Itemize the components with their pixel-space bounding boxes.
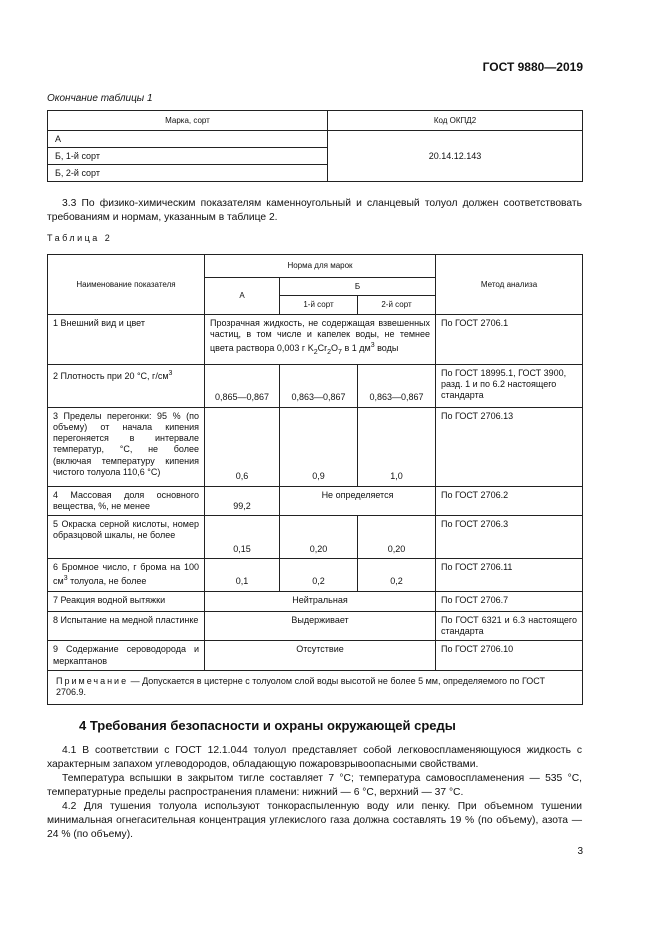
table2-row5-name: 5 Окраска серной кислоты, номер образцовой шкалы, не более xyxy=(48,516,205,559)
table2-row8-value: Выдерживает xyxy=(205,611,436,641)
table1-code-cell: 20.14.12.143 xyxy=(328,131,583,182)
paragraph-temperatures: Температура вспышки в закрытом тигле составляет 7 °С; температура самовоспламенения — 535 °С, температурные пределы распространения пламени: нижний — 6 °С, верхний — 37 °С. xyxy=(47,773,582,798)
table2-row3-b1: 0,9 xyxy=(280,407,358,486)
table2-row2-a: 0,865—0,867 xyxy=(205,364,280,407)
table2-row5-a: 0,15 xyxy=(205,516,280,559)
table2-row1-method: По ГОСТ 2706.1 xyxy=(436,314,583,364)
table2-row7-method: По ГОСТ 2706.7 xyxy=(436,591,583,611)
table2-row7-value: Нейтральная xyxy=(205,591,436,611)
table2-row8-name: 8 Испытание на медной пластинке xyxy=(48,611,205,641)
section-4-body xyxy=(47,744,582,842)
table2 xyxy=(47,254,583,705)
table1-row: А xyxy=(48,131,328,148)
table2-row6-a: 0,1 xyxy=(205,559,280,592)
table1-caption: Окончание таблицы 1 xyxy=(47,93,153,104)
table2-caption: Таблица 2 xyxy=(47,233,113,243)
paragraph-3-3: 3.3 По физико-химическим показателям каменноугольный и сланцевый толуол должен соответствовать требованиям и нормам, указанным в таблице 2. xyxy=(47,198,582,223)
table2-header-b: Б xyxy=(280,278,436,296)
table2-row2-b2: 0,863—0,867 xyxy=(358,364,436,407)
table2-row4-b: Не определяется xyxy=(280,486,436,516)
table2-row4-name: 4 Массовая доля основного вещества, %, не менее xyxy=(48,486,205,516)
table2-row2-b1: 0,863—0,867 xyxy=(280,364,358,407)
table1-row: Б, 1-й сорт xyxy=(48,148,328,165)
section-4-heading: 4 Требования безопасности и охраны окружающей среды xyxy=(79,718,456,733)
table2-row3-name: 3 Пределы перегонки: 95 % (по объему) от начала кипения перегоняется в интервале температур, °С, не более (включая температуру кипения чистого толуола 110,6 °С) xyxy=(48,407,205,486)
table2-row9-name: 9 Содержание сероводорода и меркаптанов xyxy=(48,641,205,671)
table1-row: Б, 2-й сорт xyxy=(48,165,328,182)
table2-header-b1: 1-й сорт xyxy=(280,296,358,314)
table2-row6-b1: 0,2 xyxy=(280,559,358,592)
table2-row3-method: По ГОСТ 2706.13 xyxy=(436,407,583,486)
table2-row6-name: 6 Бромное число, г брома на 100 $см^3$ толуола, не более xyxy=(48,559,205,592)
table2-header-a: А xyxy=(205,278,280,315)
paragraph-4-2: 4.2 Для тушения толуола используют тонкораспыленную воду или пенку. При объемном тушении минимальная огнегасительная концентрация углекислого газа должна составлять 19 % (по объему), азота — 24 % (по объему). xyxy=(47,801,582,840)
table2-row4-a: 99,2 xyxy=(205,486,280,516)
table2-row2-method: По ГОСТ 18995.1, ГОСТ 3900, разд. 1 и по 6.2 настоящего стандарта xyxy=(436,364,583,407)
page-number: 3 xyxy=(577,846,583,857)
table2-row8-method: По ГОСТ 6321 и 6.3 настоящего стандарта xyxy=(436,611,583,641)
table2-row6-method: По ГОСТ 2706.11 xyxy=(436,559,583,592)
table2-note: Примечание — Допускается в цистерне с толуолом слой воды высотой не более 5 мм, определяемого по ГОСТ 2706.9. xyxy=(48,670,583,704)
table2-header-name: Наименование показателя xyxy=(48,255,205,315)
table2-row2-name: 2 Плотность при 20 °С, $г/см^3$ xyxy=(48,364,205,407)
table2-header-norm: Норма для марок xyxy=(205,255,436,278)
table1-header-grade: Марка, сорт xyxy=(48,111,328,131)
table2-row4-method: По ГОСТ 2706.2 xyxy=(436,486,583,516)
table2-row6-b2: 0,2 xyxy=(358,559,436,592)
table2-row5-method: По ГОСТ 2706.3 xyxy=(436,516,583,559)
table2-header-method: Метод анализа xyxy=(436,255,583,315)
table2-row9-value: Отсутствие xyxy=(205,641,436,671)
table2-row9-method: По ГОСТ 2706.10 xyxy=(436,641,583,671)
table1-header-code: Код ОКПД2 xyxy=(328,111,583,131)
table2-row1-value: Прозрачная жидкость, не содержащая взвешенных частиц, в том числе и капелек воды, не темнее цвета раствора 0,003 г $K_2Cr_2O_7$ в 1 $дм^3$ воды xyxy=(205,314,436,364)
table2-row5-b1: 0,20 xyxy=(280,516,358,559)
table2-row5-b2: 0,20 xyxy=(358,516,436,559)
table1 xyxy=(47,110,583,182)
table2-row3-b2: 1,0 xyxy=(358,407,436,486)
table2-row3-a: 0,6 xyxy=(205,407,280,486)
table2-row1-name: 1 Внешний вид и цвет xyxy=(48,314,205,364)
document-code: ГОСТ 9880—2019 xyxy=(482,60,583,74)
paragraph-4-1: 4.1 В соответствии с ГОСТ 12.1.044 толуол представляет собой легковоспламеняющуюся жидкость с характерным запахом углеводородов, обладающую пожаровзрывоопасными свойствами. xyxy=(47,745,582,770)
table2-header-b2: 2-й сорт xyxy=(358,296,436,314)
table2-row7-name: 7 Реакция водной вытяжки xyxy=(48,591,205,611)
